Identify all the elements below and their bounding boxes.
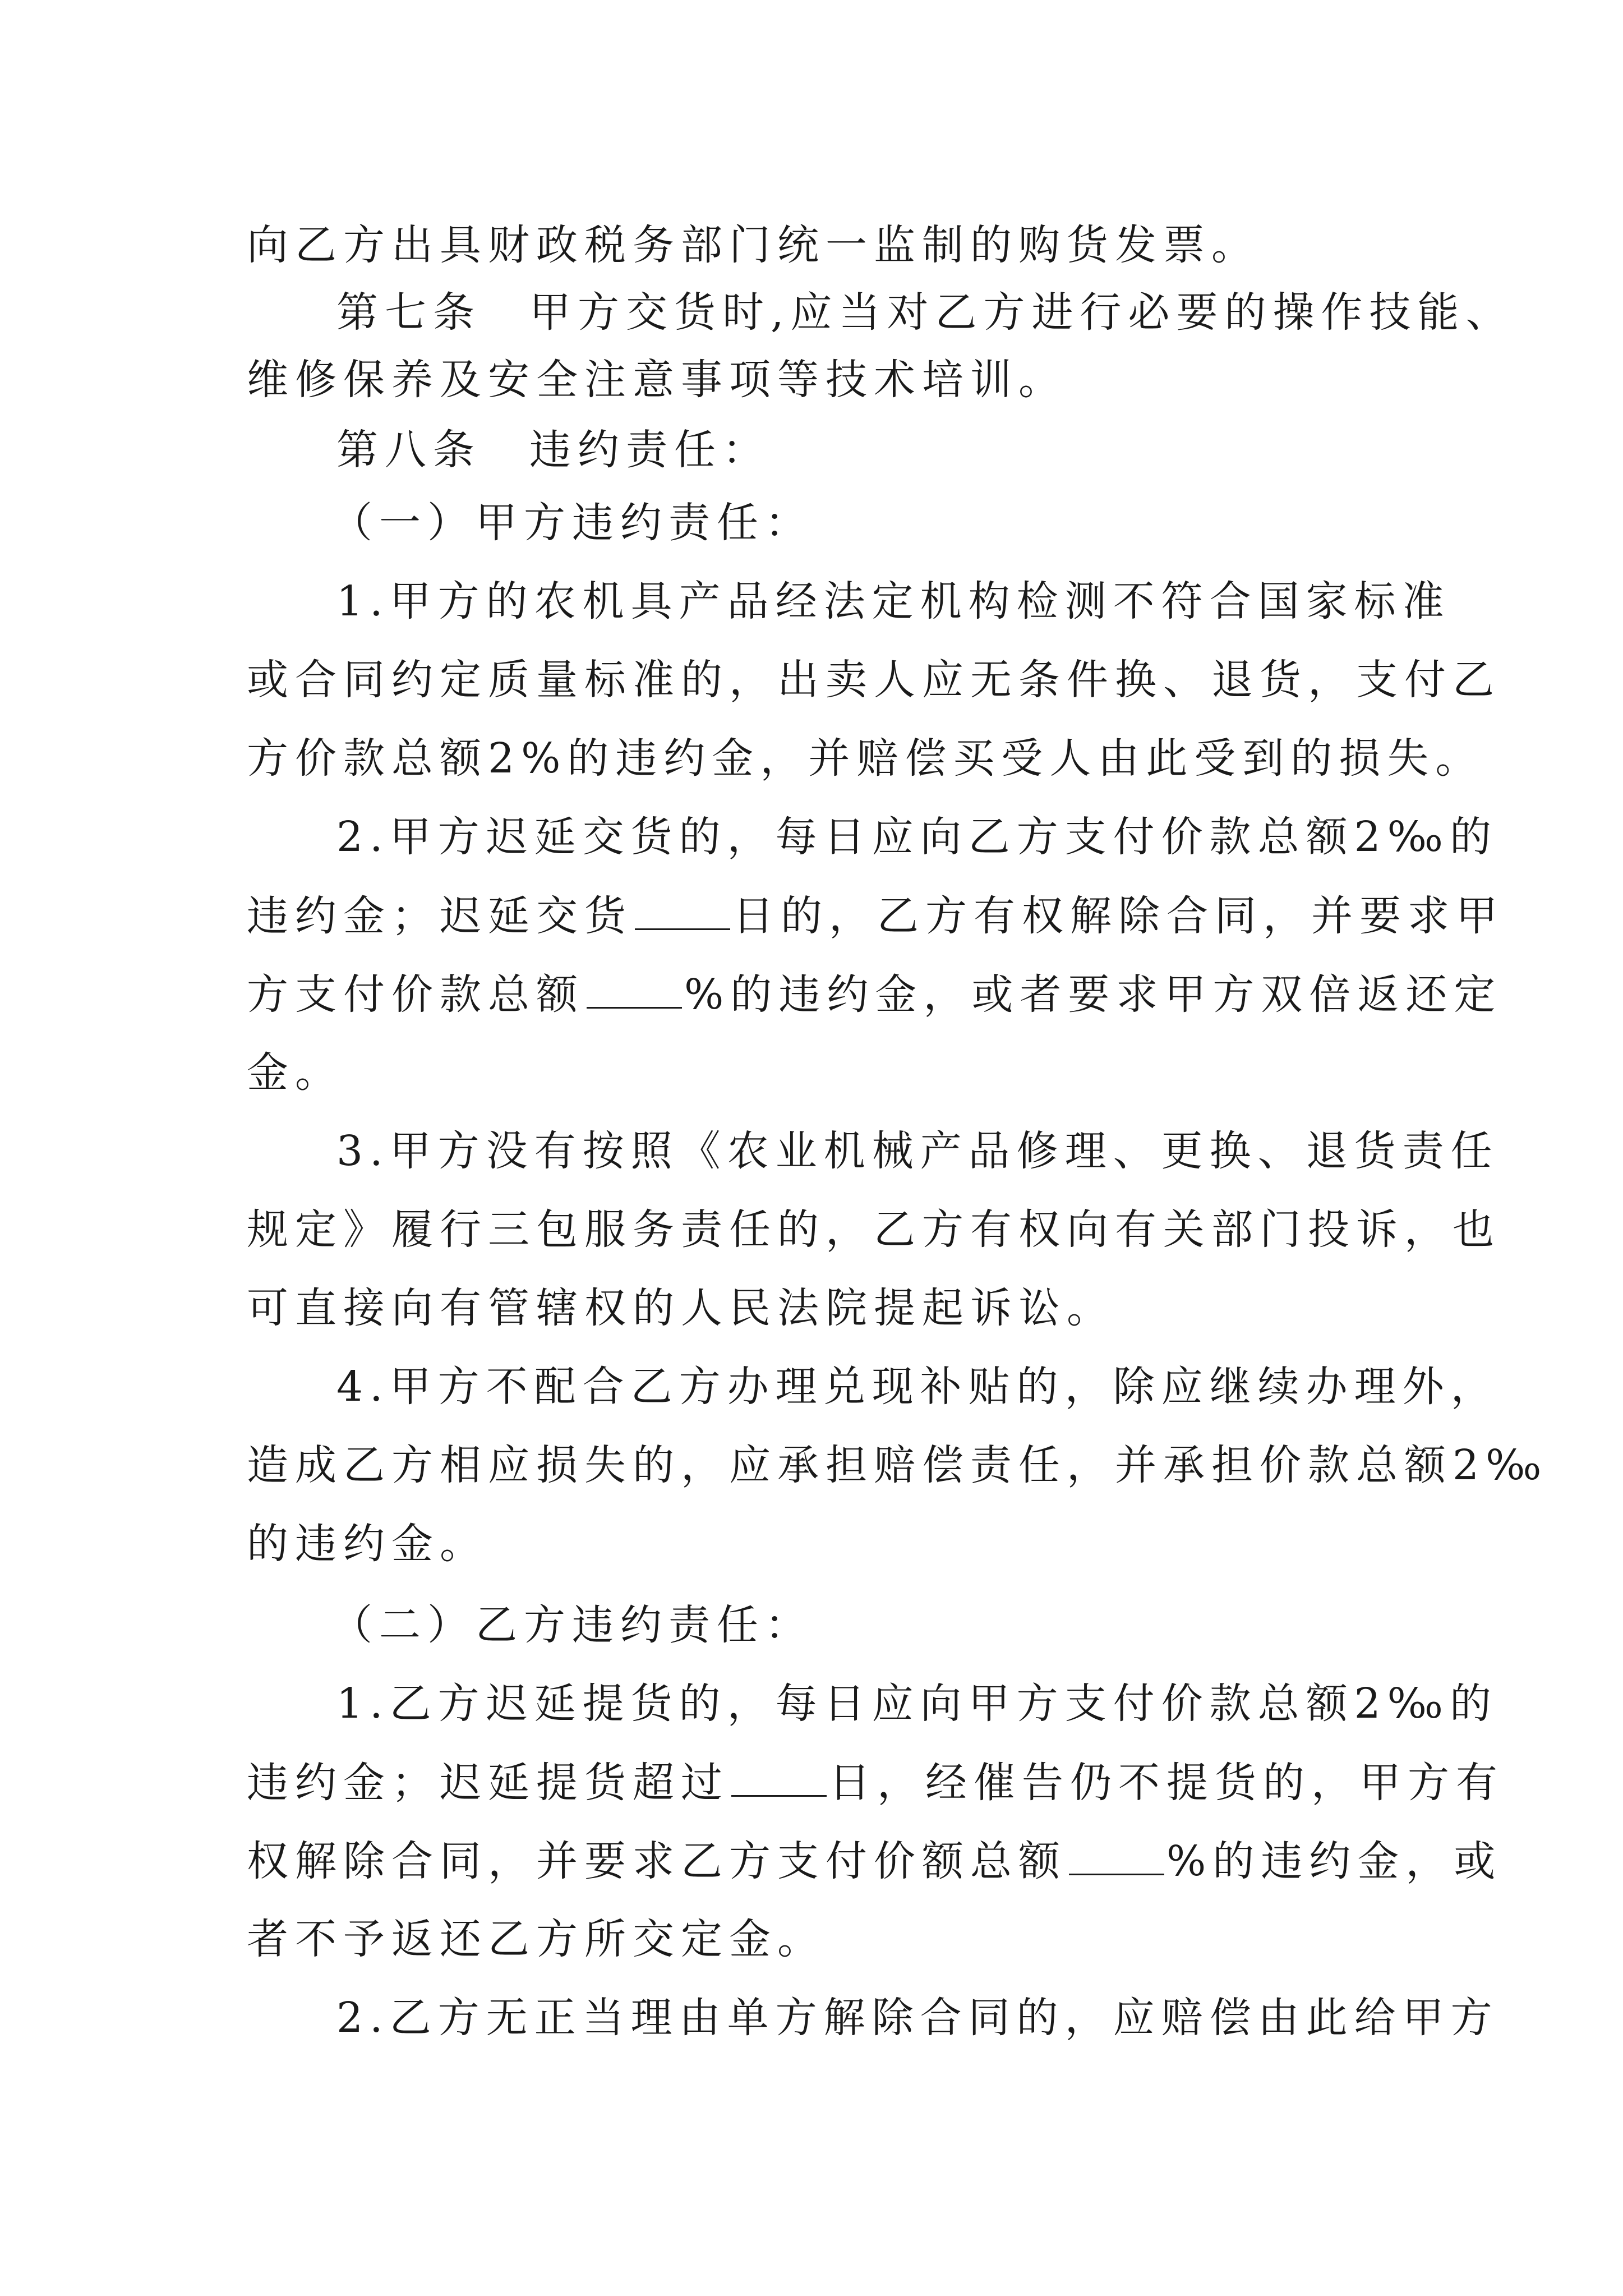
fill-in-blank [731, 1761, 827, 1797]
subsection-heading: （一）甲方违约责任： [331, 499, 813, 547]
text-line: 维修保养及安全注意事项等技术培训。 [247, 356, 1067, 404]
text-line [247, 1837, 1502, 1885]
text-segment: %的违约金，或 [1166, 1837, 1502, 1885]
text-segment: 权解除合同，并要求乙方支付价额总额 [247, 1837, 1067, 1885]
text-line [247, 1759, 1504, 1807]
text-line: 1.甲方的农机具产品经法定机构检测不符合国家标准 [336, 577, 1451, 625]
text-segment: %的违约金，或者要求甲方双倍返还定 [684, 970, 1502, 1019]
text-segment: 日，经催告仍不提货的，甲方有 [829, 1759, 1504, 1807]
text-line [247, 892, 1504, 940]
text-line: 的违约金。 [247, 1520, 488, 1568]
text-line: 可直接向有管辖权的人民法院提起诉讼。 [247, 1284, 1115, 1332]
text-line: 4.甲方不配合乙方办理兑现补贴的，除应继续办理外， [336, 1363, 1499, 1411]
text-line: 3.甲方没有按照《农业机械产品修理、更换、退货责任 [336, 1127, 1499, 1175]
text-line: 方价款总额2%的违约金，并赔偿买受人由此受到的损失。 [247, 734, 1484, 783]
fill-in-blank [1069, 1840, 1164, 1875]
text-line: 第七条 甲方交货时,应当对乙方进行必要的操作技能、 [336, 288, 1514, 337]
text-line: 造成乙方相应损失的，应承担赔偿责任，并承担价款总额2‰ [247, 1441, 1548, 1489]
subsection-heading: （二）乙方违约责任： [331, 1601, 813, 1649]
fill-in-blank [635, 895, 730, 930]
text-segment: 违约金；迟延提货超过 [247, 1759, 729, 1807]
text-line: 2.甲方迟延交货的，每日应向乙方支付价款总额2‰的 [336, 813, 1498, 861]
text-line [247, 970, 1502, 1019]
text-line: 1.乙方迟延提货的，每日应向甲方支付价款总额2‰的 [336, 1680, 1498, 1728]
text-segment: 方支付价款总额 [247, 970, 584, 1019]
text-line: 或合同约定质量标准的，出卖人应无条件换、退货，支付乙 [247, 656, 1501, 704]
text-line: 规定》履行三包服务责任的，乙方有权向有关部门投诉，也 [247, 1205, 1501, 1254]
text-line: 金。 [247, 1048, 343, 1097]
text-line: 2.乙方无正当理由单方解除合同的，应赔偿由此给甲方 [336, 1994, 1499, 2042]
section-heading: 第八条 违约责任： [336, 426, 771, 474]
text-line: 者不予返还乙方所交定金。 [247, 1915, 826, 1963]
text-line: 向乙方出具财政税务部门统一监制的购货发票。 [247, 221, 1260, 269]
text-segment: 违约金；迟延交货 [247, 892, 633, 940]
fill-in-blank [587, 973, 682, 1009]
text-segment: 日的，乙方有权解除合同，并要求甲 [732, 892, 1504, 940]
